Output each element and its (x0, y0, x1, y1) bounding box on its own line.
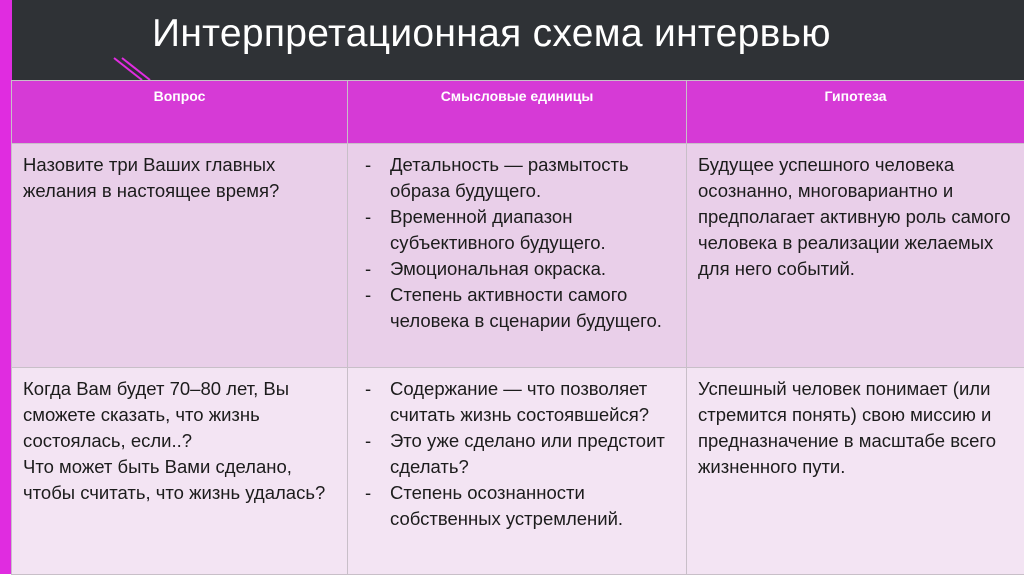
interview-table (11, 80, 1024, 575)
units-list (359, 152, 680, 334)
list-item: - Эмоциональная окраска. (359, 256, 680, 282)
list-item: - Временной диапазон субъективного будущего. (359, 204, 680, 256)
question-text: Назовите три Ваших главных желания в настоящее время? (23, 152, 341, 204)
question-text: Когда Вам будет 70–80 лет, Вы сможете сказать, что жизнь состоялась, если..? (23, 376, 341, 454)
units-cell (348, 368, 687, 575)
list-item: - Детальность — размытость образа будущего. (359, 152, 680, 204)
header-hypothesis: Гипотеза (687, 81, 1024, 144)
table-row (12, 144, 1024, 368)
list-item: - Содержание — что позволяет считать жизнь состоявшейся? (359, 376, 680, 428)
list-item: - Это уже сделано или предстоит сделать? (359, 428, 680, 480)
question-text: Что может быть Вами сделано, чтобы считать, что жизнь удалась? (23, 454, 341, 506)
table-header-row (12, 81, 1024, 144)
header-question: Вопрос (12, 81, 348, 144)
hypothesis-cell: Успешный человек понимает (или стремится понять) свою миссию и предназначение в масштабе всего жизненного пути. (687, 368, 1024, 575)
units-cell (348, 144, 687, 368)
hypothesis-cell: Будущее успешного человека осознанно, многовариантно и предполагает активную роль самого человека в реализации желаемых для него событий. (687, 144, 1024, 368)
list-item: - Степень активности самого человека в сценарии будущего. (359, 282, 680, 334)
question-cell (12, 368, 348, 575)
question-cell (12, 144, 348, 368)
table-row (12, 368, 1024, 575)
list-item: - Степень осознанности собственных устремлений. (359, 480, 680, 532)
slide-title: Интерпретационная схема интервью (152, 12, 831, 56)
header-units: Смысловые единицы (348, 81, 687, 144)
units-list (359, 376, 680, 532)
